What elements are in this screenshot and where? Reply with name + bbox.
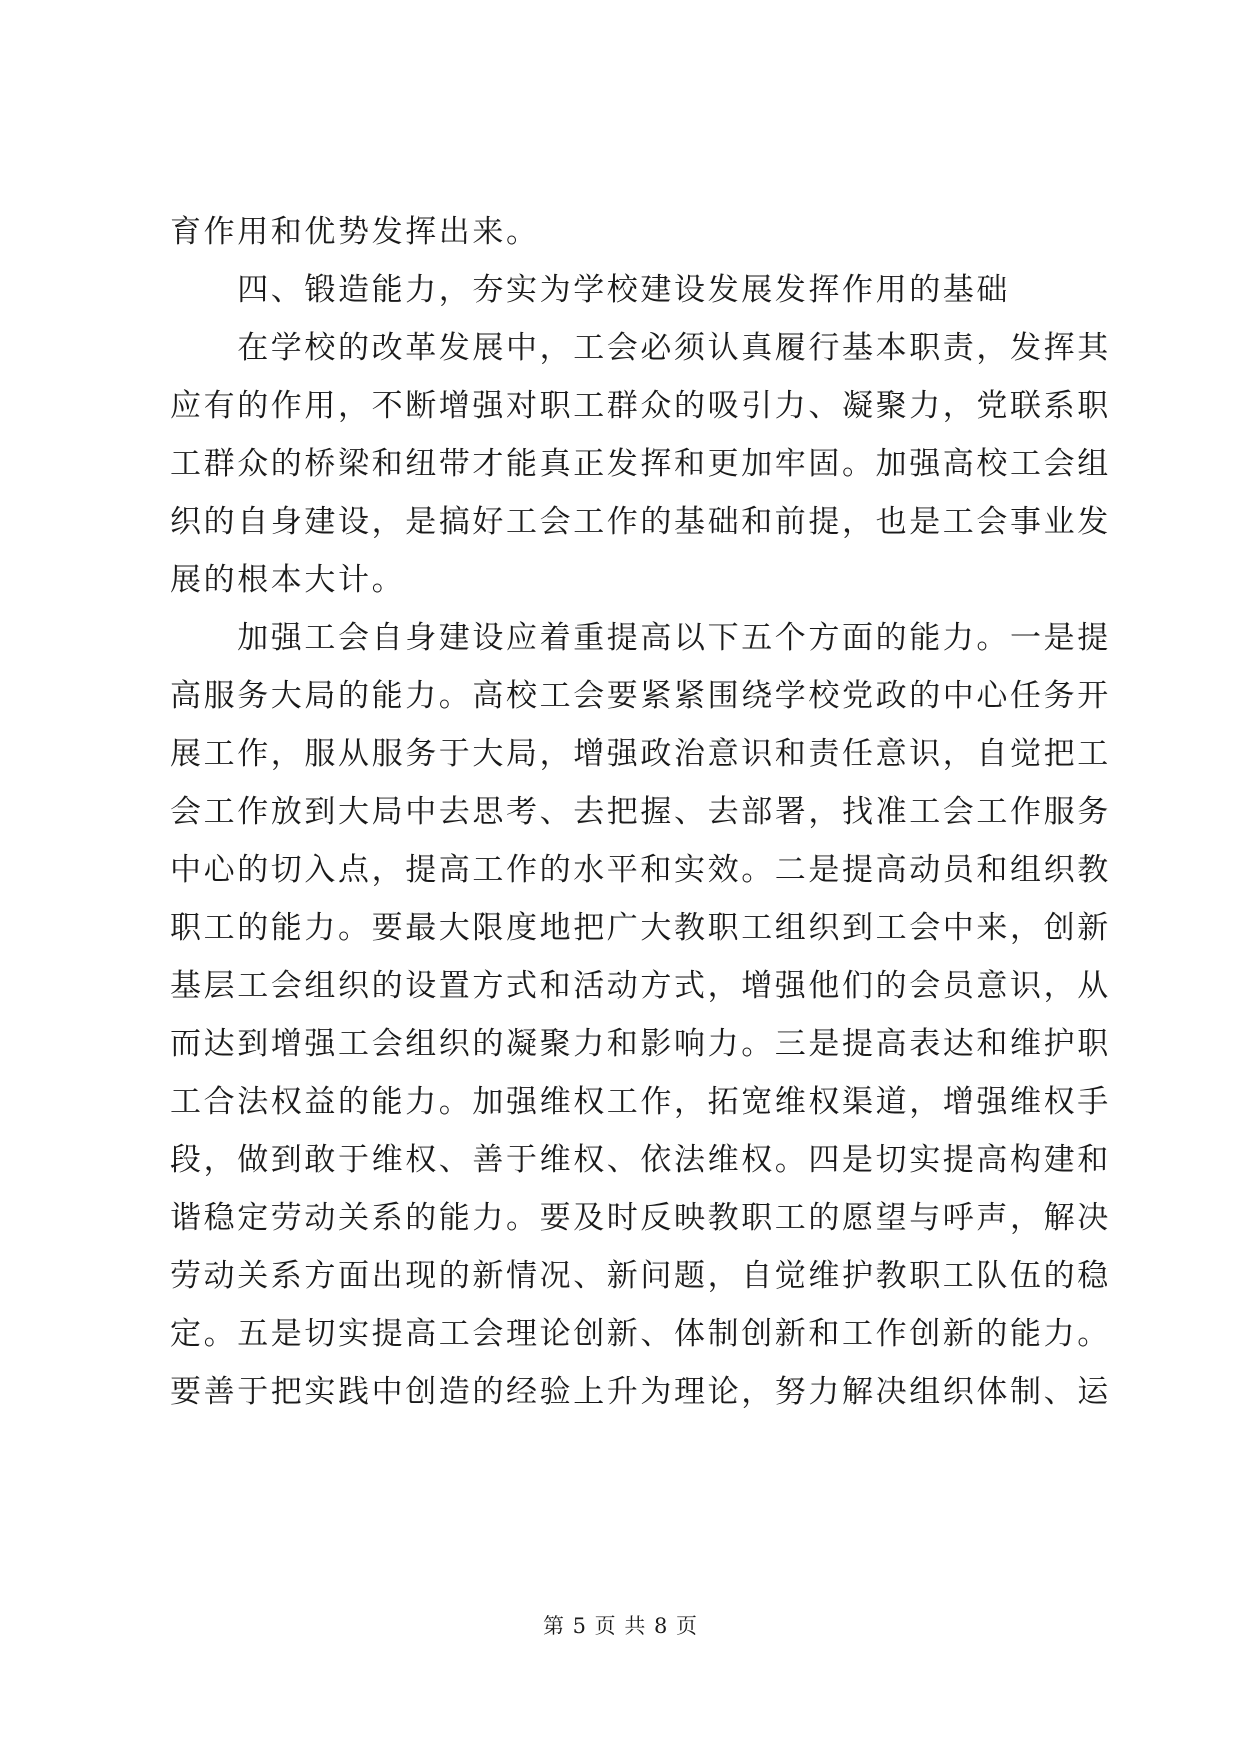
text-line: 加强工会自身建设应着重提高以下五个方面的能力。一是提: [170, 620, 1111, 656]
text-line: 谐稳定劳动关系的能力。要及时反映教职工的愿望与呼声，解决: [170, 1200, 1111, 1236]
text-line: 展工作，服从服务于大局，增强政治意识和责任意识，自觉把工: [170, 736, 1111, 772]
document-body: [170, 203, 1111, 1421]
text-line: 展的根本大计。: [170, 562, 406, 598]
text-line: 织的自身建设，是搞好工会工作的基础和前提，也是工会事业发: [170, 504, 1111, 540]
text-line: 而达到增强工会组织的凝聚力和影响力。三是提高表达和维护职: [170, 1026, 1111, 1062]
text-line: 会工作放到大局中去思考、去把握、去部署，找准工会工作服务: [170, 794, 1111, 830]
section-heading: 四、锻造能力，夯实为学校建设发展发挥作用的基础: [170, 272, 1010, 308]
text-line: 职工的能力。要最大限度地把广大教职工组织到工会中来，创新: [170, 910, 1111, 946]
text-line: 育作用和优势发挥出来。: [170, 214, 540, 250]
text-line: 要善于把实践中创造的经验上升为理论，努力解决组织体制、运: [170, 1374, 1111, 1410]
text-line: 定。五是切实提高工会理论创新、体制创新和工作创新的能力。: [170, 1316, 1111, 1352]
text-line: 中心的切入点，提高工作的水平和实效。二是提高动员和组织教: [170, 852, 1111, 888]
text-line: 工群众的桥梁和纽带才能真正发挥和更加牢固。加强高校工会组: [170, 446, 1111, 482]
text-line: 应有的作用，不断增强对职工群众的吸引力、凝聚力，党联系职: [170, 388, 1111, 424]
text-line: 高服务大局的能力。高校工会要紧紧围绕学校党政的中心任务开: [170, 678, 1111, 714]
text-line: 工合法权益的能力。加强维权工作，拓宽维权渠道，增强维权手: [170, 1084, 1111, 1120]
page-number-footer: 第 5 页 共 8 页: [542, 1614, 699, 1638]
text-line: 劳动关系方面出现的新情况、新问题，自觉维护教职工队伍的稳: [170, 1258, 1111, 1294]
text-line: 在学校的改革发展中，工会必须认真履行基本职责，发挥其: [170, 330, 1111, 366]
text-line: 段，做到敢于维权、善于维权、依法维权。四是切实提高构建和: [170, 1142, 1111, 1178]
text-line: 基层工会组织的设置方式和活动方式，增强他们的会员意识，从: [170, 968, 1111, 1004]
